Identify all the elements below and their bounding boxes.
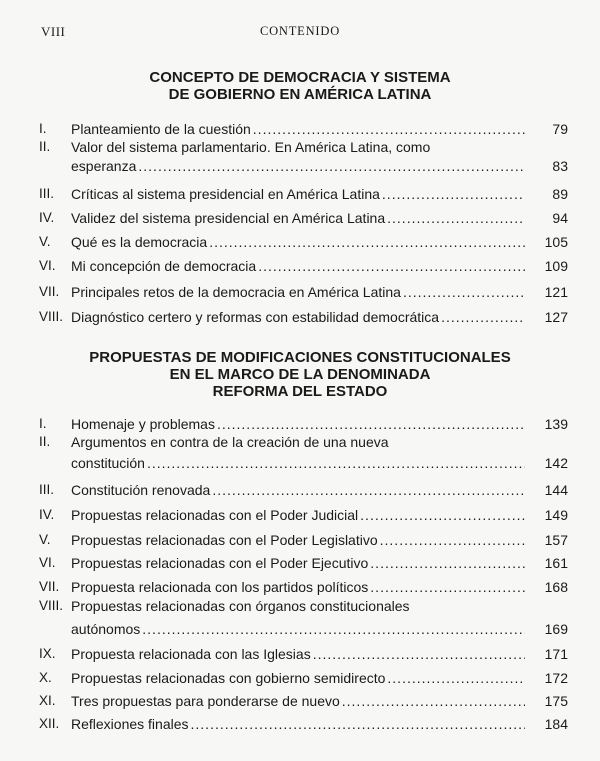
entry-title-line bbox=[71, 455, 525, 471]
entry-title: constitución bbox=[71, 455, 145, 471]
entry-title: Propuestas relacionadas con el Poder Legislativo bbox=[71, 532, 378, 548]
section-title-line: CONCEPTO DE DEMOCRACIA Y SISTEMA bbox=[149, 69, 451, 86]
entry-title-line bbox=[71, 555, 525, 571]
entry-page-number: 121 bbox=[544, 284, 568, 300]
entry-number: III. bbox=[39, 482, 55, 497]
entry-number: XI. bbox=[39, 693, 56, 708]
entry-title-line bbox=[71, 284, 525, 300]
entry-title-line bbox=[71, 234, 525, 250]
entry-title: Validez del sistema presidencial en América Latina bbox=[71, 210, 386, 226]
entry-number: IX. bbox=[39, 646, 56, 661]
entry-title: Críticas al sistema presidencial en América Latina bbox=[71, 186, 380, 202]
entry-page-number: 169 bbox=[544, 621, 568, 637]
entry-number: VII. bbox=[39, 284, 60, 299]
entry-title-line bbox=[71, 670, 525, 686]
entry-page-number: 83 bbox=[552, 158, 568, 174]
dot-leader bbox=[387, 210, 525, 226]
entry-number: I. bbox=[39, 416, 47, 431]
entry-title-line bbox=[71, 416, 525, 432]
running-title: CONTENIDO bbox=[259, 24, 341, 38]
dot-leader bbox=[360, 507, 525, 523]
entry-number: VI. bbox=[39, 555, 56, 570]
dot-leader bbox=[138, 158, 525, 174]
entry-page-number: 94 bbox=[552, 210, 568, 226]
entry-title-line bbox=[71, 258, 525, 274]
entry-number: IV. bbox=[39, 507, 55, 522]
entry-page-number: 168 bbox=[544, 579, 568, 595]
entry-number: V. bbox=[39, 234, 51, 249]
entry-number: IV. bbox=[39, 210, 55, 225]
entry-number: III. bbox=[39, 186, 55, 201]
entry-title-line bbox=[71, 532, 525, 548]
dot-leader bbox=[147, 455, 525, 471]
entry-number: II. bbox=[39, 434, 51, 449]
entry-title: Propuesta relacionada con las Iglesias bbox=[71, 646, 311, 662]
entry-title-line bbox=[71, 507, 525, 523]
entry-title: Principales retos de la democracia en América Latina bbox=[71, 284, 401, 300]
entry-number: VI. bbox=[39, 258, 56, 273]
entry-title: autónomos bbox=[71, 621, 141, 637]
entry-title-line bbox=[71, 210, 525, 226]
entry-page-number: 172 bbox=[544, 670, 568, 686]
entry-page-number: 127 bbox=[544, 309, 568, 325]
entry-page-number: 161 bbox=[544, 555, 568, 571]
entry-number: I. bbox=[39, 121, 47, 136]
entry-page-number: 157 bbox=[544, 532, 568, 548]
entry-page-number: 149 bbox=[544, 507, 568, 523]
dot-leader bbox=[258, 258, 525, 274]
entry-title-line bbox=[71, 186, 525, 202]
entry-title-line bbox=[71, 693, 525, 709]
entry-title-line bbox=[71, 482, 525, 498]
entry-title-line bbox=[71, 579, 525, 595]
running-header bbox=[0, 24, 600, 44]
entry-number: XII. bbox=[39, 716, 60, 731]
dot-leader bbox=[403, 284, 525, 300]
entry-number: X. bbox=[39, 670, 52, 685]
page-number: VIII bbox=[41, 24, 66, 39]
entry-title: Propuestas relacionadas con gobierno semidirecto bbox=[71, 670, 386, 686]
entry-title-line bbox=[71, 646, 525, 662]
entry-number: VIII. bbox=[39, 309, 64, 324]
entry-title-first-line: Argumentos en contra de la creación de una nueva bbox=[71, 434, 389, 450]
entry-title: Diagnóstico certero y reformas con estabilidad democrática bbox=[71, 309, 440, 325]
section-title-line: REFORMA DEL ESTADO bbox=[212, 383, 388, 400]
dot-leader bbox=[441, 309, 525, 325]
dot-leader bbox=[382, 186, 525, 202]
dot-leader bbox=[191, 716, 525, 732]
entry-title-line bbox=[71, 158, 525, 174]
entry-page-number: 89 bbox=[552, 186, 568, 202]
entry-page-number: 175 bbox=[544, 693, 568, 709]
entry-title: Homenaje y problemas bbox=[71, 416, 215, 432]
dot-leader bbox=[370, 555, 525, 571]
entry-number: II. bbox=[39, 139, 51, 154]
entry-page-number: 184 bbox=[544, 716, 568, 732]
section-title-line: PROPUESTAS DE MODIFICACIONES CONSTITUCIONALES bbox=[89, 349, 511, 366]
entry-title-line bbox=[71, 121, 525, 137]
entry-number: VII. bbox=[39, 579, 60, 594]
entry-title: Mi concepción de democracia bbox=[71, 258, 257, 274]
entry-page-number: 142 bbox=[544, 455, 568, 471]
entry-title-line bbox=[71, 621, 525, 637]
entry-page-number: 139 bbox=[544, 416, 568, 432]
entry-title-first-line: Propuestas relacionadas con órganos constitucionales bbox=[71, 598, 410, 614]
section-title-line: EN EL MARCO DE LA DENOMINADA bbox=[169, 366, 431, 383]
entry-number: V. bbox=[39, 532, 51, 547]
entry-page-number: 109 bbox=[544, 258, 568, 274]
entry-page-number: 79 bbox=[552, 121, 568, 137]
dot-leader bbox=[253, 121, 525, 137]
entry-title: esperanza bbox=[71, 158, 137, 174]
entry-title: Tres propuestas para ponderarse de nuevo bbox=[71, 693, 340, 709]
entry-page-number: 171 bbox=[544, 646, 568, 662]
section-title-line: DE GOBIERNO EN AMÉRICA LATINA bbox=[168, 86, 432, 103]
entry-title: Propuestas relacionadas con el Poder Ejecutivo bbox=[71, 555, 369, 571]
entry-title-line bbox=[71, 309, 525, 325]
entry-page-number: 105 bbox=[544, 234, 568, 250]
entry-title-first-line: Valor del sistema parlamentario. En América Latina, como bbox=[71, 139, 431, 155]
entry-number: VIII. bbox=[39, 598, 64, 613]
dot-leader bbox=[142, 621, 525, 637]
entry-title: Propuesta relacionada con los partidos políticos bbox=[71, 579, 369, 595]
entry-title: Constitución renovada bbox=[71, 482, 211, 498]
dot-leader bbox=[217, 416, 525, 432]
dot-leader bbox=[212, 482, 525, 498]
dot-leader bbox=[370, 579, 525, 595]
section-1-heading bbox=[0, 69, 600, 103]
entry-title: Planteamiento de la cuestión bbox=[71, 121, 251, 137]
entry-title: Reflexiones finales bbox=[71, 716, 189, 732]
dot-leader bbox=[209, 234, 525, 250]
entry-page-number: 144 bbox=[544, 482, 568, 498]
entry-title: Qué es la democracia bbox=[71, 234, 208, 250]
entry-title-line bbox=[71, 716, 525, 732]
entry-title: Propuestas relacionadas con el Poder Judicial bbox=[71, 507, 359, 523]
dot-leader bbox=[380, 532, 525, 548]
dot-leader bbox=[313, 646, 525, 662]
dot-leader bbox=[387, 670, 525, 686]
section-2-heading bbox=[0, 349, 600, 400]
dot-leader bbox=[342, 693, 525, 709]
